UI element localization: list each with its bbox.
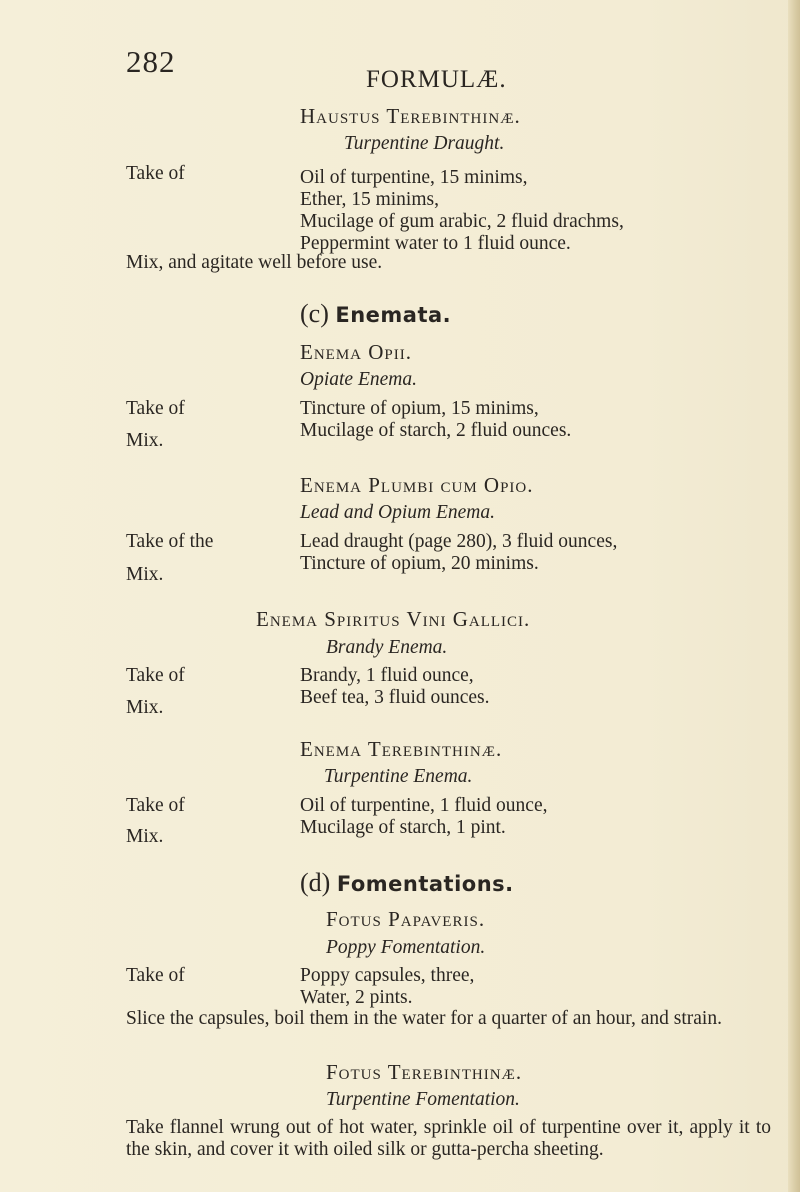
enema-opii-mix: Mix. [126, 430, 164, 451]
fotus-papaveris-direction: Slice the capsules, boil them in the water for a quarter of an hour, and strain. [126, 1008, 722, 1029]
fotus-papaveris-ingredient: Water, 2 pints. [300, 987, 413, 1008]
fotus-terebinthinae-title: Fotus Terebinthinæ. [326, 1060, 523, 1084]
enema-terebinthinae-title: Enema Terebinthinæ. [300, 737, 503, 761]
enema-plumbi-ingredient: Tincture of opium, 20 minims. [300, 553, 539, 574]
enema-plumbi-title: Enema Plumbi cum Opio. [300, 473, 534, 497]
fotus-papaveris-ingredient: Poppy capsules, three, [300, 965, 475, 986]
page-number: 282 [126, 44, 176, 79]
enema-opii-ingredient: Tincture of opium, 15 minims, [300, 398, 539, 419]
enema-plumbi-subtitle: Lead and Opium Enema. [300, 502, 495, 523]
running-head: FORMULÆ. [366, 66, 507, 93]
section-letter: (d) [300, 868, 331, 897]
fotus-terebinthinae-direction: Take flannel wrung out of hot water, sprinkle oil of turpentine over it, apply it to the skin, and cover it with oiled silk or gutta-percha sheeting. [126, 1117, 771, 1160]
section-letter: (c) [300, 299, 329, 328]
enema-opii-title: Enema Opii. [300, 340, 412, 364]
enema-spiritus-subtitle: Brandy Enema. [326, 637, 448, 658]
haustus-ingredient: Peppermint water to 1 fluid ounce. [300, 233, 571, 254]
section-title: Fomentations. [336, 872, 514, 896]
enema-spiritus-ingredient: Brandy, 1 fluid ounce, [300, 665, 474, 686]
haustus-ingredient: Ether, 15 minims, [300, 189, 439, 210]
enema-terebinthinae-ingredient: Mucilage of starch, 1 pint. [300, 817, 506, 838]
enema-spiritus-ingredient: Beef tea, 3 fluid ounces. [300, 687, 490, 708]
section-title: Enemata. [335, 303, 452, 327]
fotus-terebinthinae-subtitle: Turpentine Fomentation. [326, 1089, 520, 1110]
enema-terebinthinae-ingredient: Oil of turpentine, 1 fluid ounce, [300, 795, 548, 816]
section-heading-fomentations [300, 868, 514, 897]
enema-opii-take-label: Take of [126, 398, 185, 419]
section-heading-enemata [300, 299, 452, 328]
enema-terebinthinae-take-label: Take of [126, 795, 185, 816]
haustus-ingredient: Oil of turpentine, 15 minims, [300, 167, 528, 188]
enema-spiritus-take-label: Take of [126, 665, 185, 686]
enema-spiritus-title: Enema Spiritus Vini Gallici. [256, 607, 531, 631]
fotus-papaveris-take-label: Take of [126, 965, 185, 986]
haustus-direction: Mix, and agitate well before use. [126, 252, 383, 273]
enema-plumbi-take-label: Take of the [126, 531, 214, 552]
haustus-ingredient: Mucilage of gum arabic, 2 fluid drachms, [300, 211, 624, 232]
page-edge [788, 0, 800, 1192]
enema-plumbi-mix: Mix. [126, 564, 164, 585]
fotus-papaveris-subtitle: Poppy Fomentation. [326, 937, 486, 958]
enema-spiritus-mix: Mix. [126, 697, 164, 718]
fotus-papaveris-title: Fotus Papaveris. [326, 907, 486, 931]
haustus-subtitle: Turpentine Draught. [344, 133, 505, 154]
enema-plumbi-ingredient: Lead draught (page 280), 3 fluid ounces, [300, 531, 618, 552]
haustus-title: Haustus Terebinthinæ. [300, 104, 521, 128]
enema-opii-subtitle: Opiate Enema. [300, 369, 417, 390]
enema-terebinthinae-mix: Mix. [126, 826, 164, 847]
haustus-take-label: Take of [126, 163, 185, 184]
enema-terebinthinae-subtitle: Turpentine Enema. [324, 766, 473, 787]
enema-opii-ingredient: Mucilage of starch, 2 fluid ounces. [300, 420, 572, 441]
